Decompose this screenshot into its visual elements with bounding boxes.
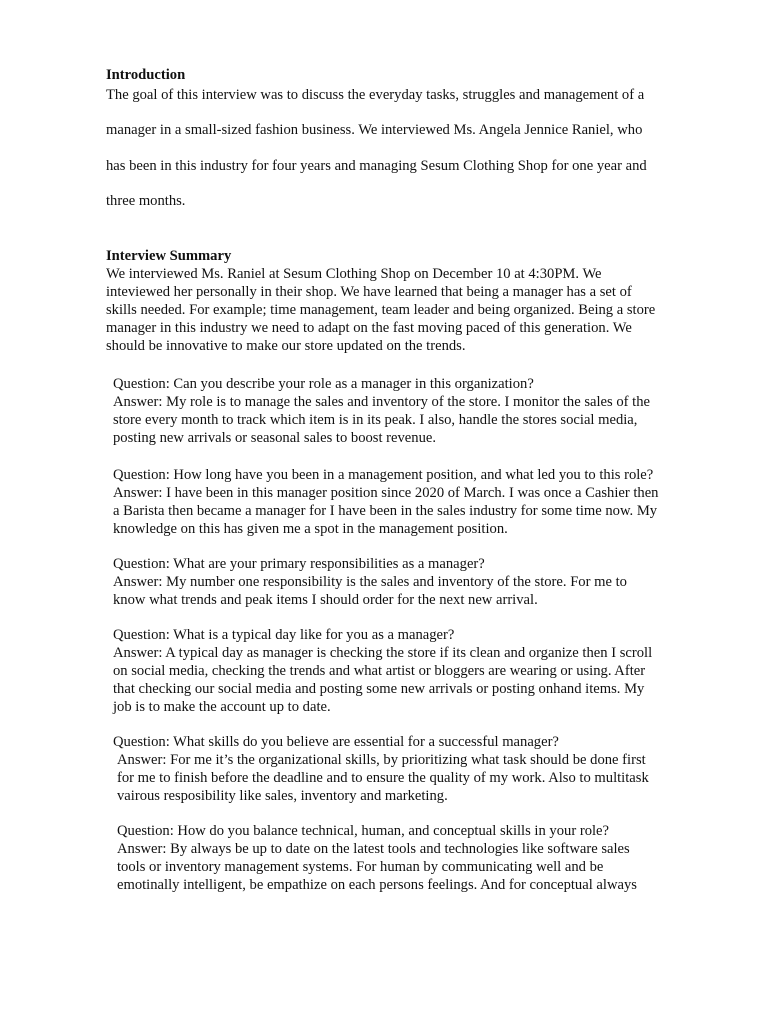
question-line: Question: How do you balance technical, human, and conceptual skills in your role? (117, 823, 609, 839)
summary-line: manager in this industry we need to adapt on the fast moving paced of this generation. We (106, 319, 632, 336)
question-line: Question: What are your primary responsibilities as a manager? (113, 556, 485, 572)
qa-block (117, 823, 637, 895)
introduction-line: has been in this industry for four years and managing Sesum Clothing Shop for one year and (106, 158, 647, 174)
question-line: Question: What is a typical day like for you as a manager? (113, 627, 455, 643)
answer-line: tools or inventory management systems. For human by communicating well and be (117, 858, 604, 875)
summary-line: should be innovative to make our store updated on the trends. (106, 337, 466, 354)
answer-line: Answer: For me it’s the organizational skills, by prioritizing what task should be done first (117, 751, 646, 768)
answer-line: Answer: I have been in this manager position since 2020 of March. I was once a Cashier then (113, 484, 659, 501)
answer-line: on social media, checking the trends and what artist or bloggers are wearing or using. After (113, 662, 646, 679)
summary-heading: Interview Summary (106, 248, 232, 264)
answer-line: Answer: My role is to manage the sales and inventory of the store. I monitor the sales of the (113, 393, 650, 410)
qa-block (113, 556, 627, 610)
answer-line: vairous resposibility like sales, inventory and marketing. (117, 787, 448, 804)
qa-block (113, 376, 650, 448)
qa-block (113, 627, 652, 717)
answer-line: that checking our social media and posting some new arrivals or posting onhand items. My (113, 680, 645, 697)
answer-line: know what trends and peak items I should order for the next new arrival. (113, 591, 538, 608)
summary-line: skills needed. For example; time management, team leader and being organized. Being a store (106, 301, 656, 318)
introduction-line: The goal of this interview was to discuss the everyday tasks, struggles and management of a (106, 87, 645, 103)
summary-paragraph (106, 266, 655, 356)
answer-line: for me to finish before the deadline and to ensure the quality of my work. Also to multitask (117, 769, 649, 786)
answer-line: posting new arrivals or seasonal sales to boost revenue. (113, 429, 437, 446)
summary-line: We interviewed Ms. Raniel at Sesum Clothing Shop on December 10 at 4:30PM. We (106, 266, 602, 282)
question-line: Question: What skills do you believe are essential for a successful manager? (113, 734, 559, 750)
answer-line: Answer: A typical day as manager is checking the store if its clean and organize then I scroll (113, 644, 653, 661)
qa-block (113, 467, 658, 539)
answer-line: a Barista then became a manager for I have been in the sales industry for some time now. My (113, 502, 658, 519)
answer-line: store every month to track which item is in its peak. I also, handle the stores social media, (113, 411, 638, 428)
question-line: Question: Can you describe your role as a manager in this organization? (113, 376, 534, 392)
answer-line: job is to make the account up to date. (113, 698, 331, 715)
summary-line: inteviewed her personally in their shop. We have learned that being a manager has a set of (106, 283, 632, 300)
answer-line: emotinally intelligent, be empathize on each persons feelings. And for conceptual always (117, 876, 637, 893)
introduction-heading: Introduction (106, 67, 186, 83)
answer-line: knowledge on this has given me a spot in the management position. (113, 520, 508, 537)
qa-block (113, 734, 649, 806)
answer-line: Answer: My number one responsibility is the sales and inventory of the store. For me to (113, 573, 627, 590)
introduction-line: manager in a small-sized fashion business. We interviewed Ms. Angela Jennice Raniel, who (106, 122, 643, 138)
question-line: Question: How long have you been in a management position, and what led you to this role? (113, 467, 654, 483)
introduction-line: three months. (106, 193, 186, 209)
answer-line: Answer: By always be up to date on the latest tools and technologies like software sales (117, 840, 630, 857)
